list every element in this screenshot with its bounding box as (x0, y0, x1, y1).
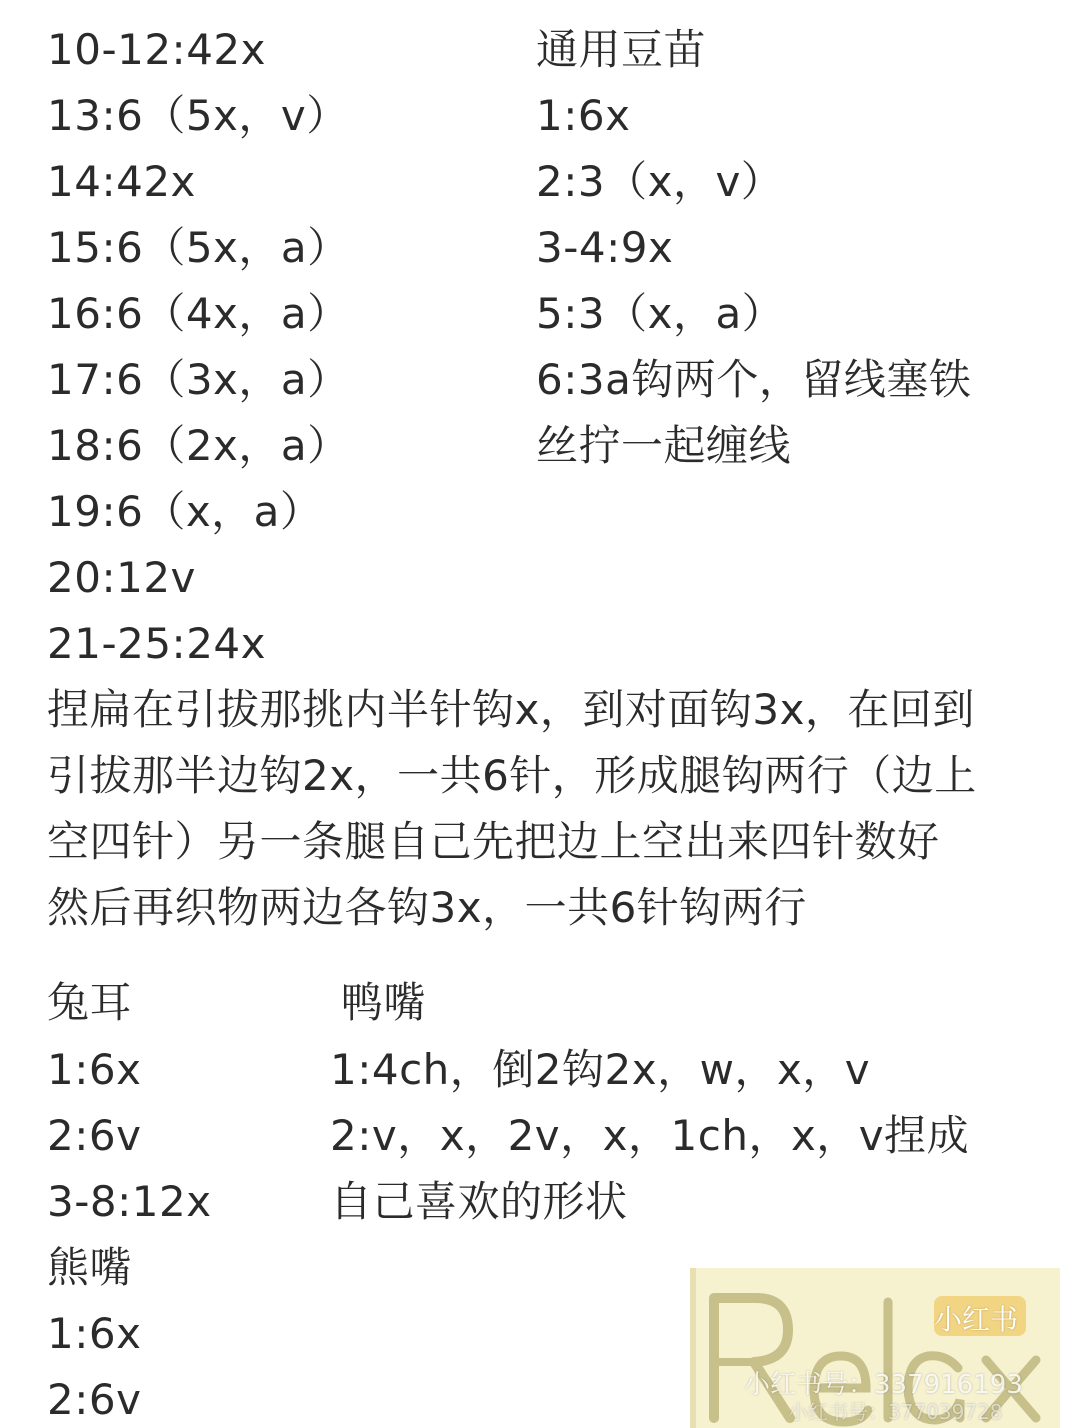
row-text: 14:42x (47, 157, 196, 206)
row-text: 2:3（x，v） (536, 157, 784, 206)
row-text: 18:6（2x，a） (47, 421, 350, 470)
row-text: 自己喜欢的形状 (330, 1177, 628, 1226)
paragraph-line: 引拔那半边钩2x，一共6针，形成腿钩两行（边上 (47, 751, 977, 800)
section-title: 鸭嘴 (341, 978, 427, 1027)
row-text: 6:3a钩两个，留线塞铁 (536, 355, 972, 404)
row-text: 10-12:42x (47, 25, 266, 74)
row-text: 2:v，x，2v，x，1ch，x，v捏成 (330, 1111, 970, 1160)
row-text: 1:4ch，倒2钩2x，w，x，v (330, 1045, 871, 1094)
watermark-id: 小红书号：337916193 (744, 1370, 1023, 1400)
row-text: 15:6（5x，a） (47, 223, 350, 272)
row-text: 2:6v (47, 1375, 142, 1424)
section-title: 兔耳 (47, 978, 133, 1027)
paragraph-line: 空四针）另一条腿自己先把边上空出来四针数好 (47, 817, 940, 866)
row-text: 2:6v (47, 1111, 142, 1160)
row-text: 丝拧一起缠线 (536, 421, 792, 470)
relax-sticker (690, 1268, 1060, 1428)
row-text: 20:12v (47, 553, 196, 602)
row-text: 1:6x (47, 1045, 142, 1094)
row-text: 5:3（x，a） (536, 289, 785, 338)
row-text: 21-25:24x (47, 619, 266, 668)
logo-text: 小红书 (934, 1303, 1019, 1336)
row-text: 19:6（x，a） (47, 487, 323, 536)
row-text: 3-4:9x (536, 223, 674, 272)
row-text: 1:6x (47, 1309, 142, 1358)
row-text: 16:6（4x，a） (47, 289, 350, 338)
paragraph-line: 捏扁在引拔那挑内半针钩x，到对面钩3x，在回到 (47, 685, 975, 734)
paragraph-line: 然后再织物两边各钩3x，一共6针钩两行 (47, 883, 807, 932)
watermark-id-faded: 小红书号：377039728 (788, 1400, 1003, 1424)
row-text: 1:6x (536, 91, 631, 140)
row-text: 17:6（3x，a） (47, 355, 350, 404)
row-text: 3-8:12x (47, 1177, 212, 1226)
row-text: 13:6（5x，v） (47, 91, 349, 140)
section-title: 通用豆苗 (536, 25, 707, 74)
section-title: 熊嘴 (47, 1243, 133, 1292)
